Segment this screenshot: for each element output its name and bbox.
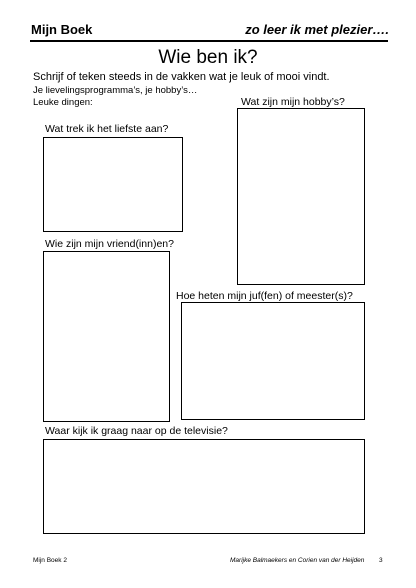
answer-box-teachers[interactable]	[181, 302, 365, 420]
instruction-examples: Je lievelingsprogramma’s, je hobby’s…	[33, 85, 198, 96]
leuke-dingen-label: Leuke dingen:	[33, 97, 93, 108]
footer-authors: Marijke Balmaekers en Corien van der Heijden	[230, 557, 365, 564]
question-teachers: Hoe heten mijn juf(fen) of meester(s)?	[176, 290, 353, 302]
question-television: Waar kijk ik graag naar op de televisie?	[45, 425, 228, 437]
footer-book-name: Mijn Boek 2	[33, 557, 67, 564]
question-hobbies: Wat zijn mijn hobby’s?	[241, 96, 345, 108]
header-tagline: zo leer ik met plezier….	[245, 22, 389, 37]
header-book-title: Mijn Boek	[31, 22, 93, 37]
question-clothing: Wat trek ik het liefste aan?	[45, 123, 169, 135]
answer-box-hobbies[interactable]	[237, 108, 365, 285]
answer-box-television[interactable]	[43, 439, 365, 534]
instruction-text: Schrijf of teken steeds in de vakken wat je leuk of mooi vindt.	[33, 71, 330, 83]
page-number: 3	[379, 557, 383, 564]
page-title: Wie ben ik?	[158, 47, 258, 68]
header-divider	[30, 40, 388, 42]
answer-box-clothing[interactable]	[43, 137, 183, 232]
answer-box-friends[interactable]	[43, 251, 170, 422]
question-friends: Wie zijn mijn vriend(inn)en?	[45, 238, 174, 250]
